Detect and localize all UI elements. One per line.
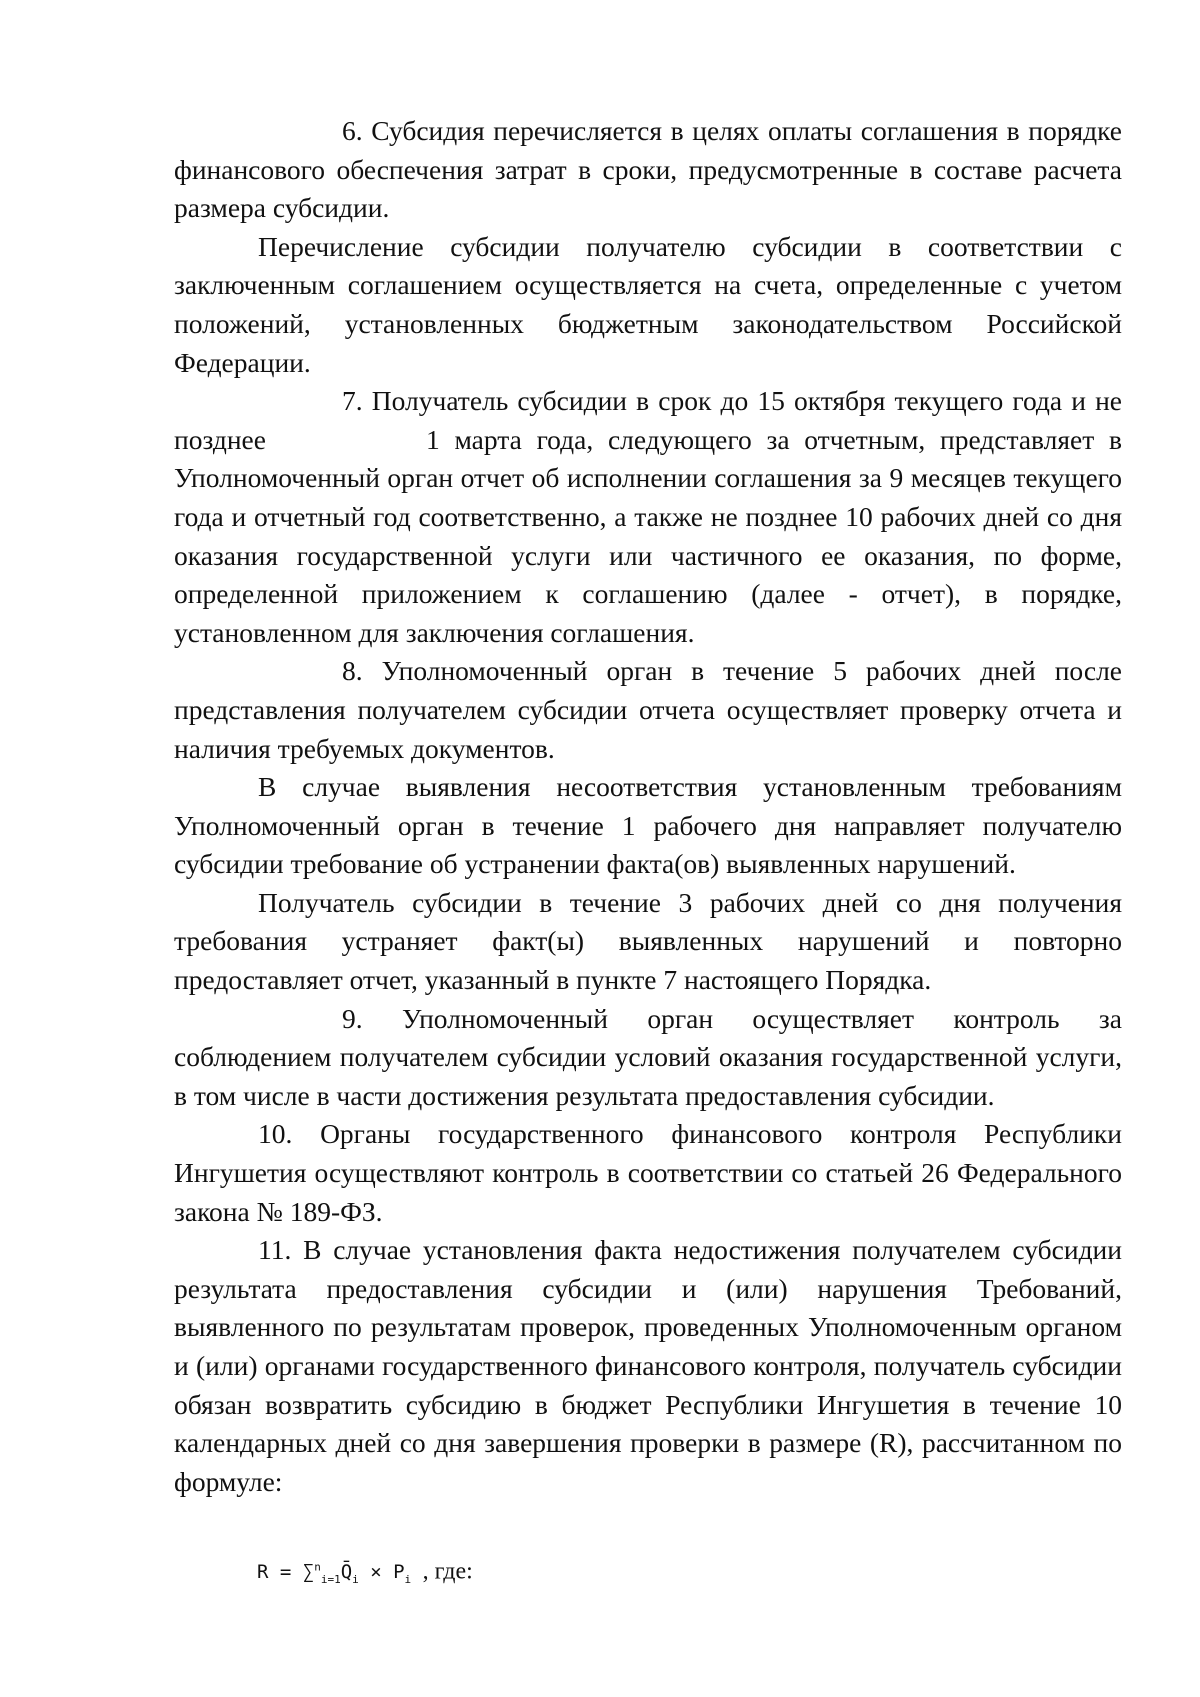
document-page: [174, 112, 1122, 1501]
formula-suffix: , где:: [422, 1558, 473, 1585]
paragraph-text: Перечисление субсидии получателю субсидии в соответствии с заключенным соглашением осуществляется на счета, определенные с учетом положений, установленных бюджетным законодательством Российской Федерации.: [174, 230, 1122, 378]
paragraph-text: Получатель субсидии в течение 3 рабочих дней со дня получения требования устраняет факт(ы) выявленных нарушений и повторно предоставляет отчет, указанный в пункте 7 настоящего Порядка.: [174, 886, 1122, 996]
paragraph-8: [174, 652, 1122, 768]
paragraph-number: 9.: [342, 1002, 363, 1034]
paragraph-text: В случае выявления несоответствия установленным требованиям Уполномоченный орган в течение 1 рабочего дня направляет получателю субсидии требование об устранении факта(ов) выявленных нарушений.: [174, 771, 1122, 880]
paragraph-text: Уполномоченный орган в течение 5 рабочих дней после представления получателем субсидии отчета осуществляет проверку отчета и наличия требуемых документов.: [174, 655, 1123, 764]
paragraph-text: Уполномоченный орган осуществляет контроль за соблюдением получателем субсидии условий оказания государственной услуги, в том числе в части достижения результата предоставления субсидии.: [174, 1002, 1122, 1111]
paragraph-8-continuation-1: [174, 768, 1122, 884]
formula-sum-lower: i=1: [320, 1573, 341, 1587]
formula-lhs: R = ∑: [257, 1561, 315, 1584]
paragraph-7: [174, 382, 1122, 652]
formula-index: i: [352, 1573, 359, 1587]
formula-sum-upper: n: [314, 1561, 321, 1574]
formula-times-p: × P: [358, 1561, 405, 1584]
paragraph-6-continuation: [174, 228, 1122, 382]
paragraph-text: 10. Органы государственного финансового контроля Республики Ингушетия осуществляют контроль в соответствии со статьей 26 Федерального закона № 189-ФЗ.: [174, 1118, 1122, 1227]
paragraph-number: 7.: [342, 385, 363, 417]
formula-term-q: Q̄: [340, 1561, 353, 1584]
paragraph-9: [174, 1000, 1122, 1116]
paragraph-text-part-a: Получатель субсидии в срок до 15 октября текущего года и не позднее: [174, 385, 1122, 455]
paragraph-number: 8.: [342, 655, 363, 687]
paragraph-text-part-b: 1 марта года, следующего за отчетным, представляет в Уполномоченный орган отчет об исполнении соглашения за 9 месяцев текущего года и отчетный год соответственно, а также не позднее 10 рабочих дней со дня оказания государственной услуги или частичного ее оказания, по форме, определенной приложением к соглашению (далее - отчет), в порядке, установленном для заключения соглашения.: [174, 423, 1122, 648]
paragraph-11: [174, 1231, 1122, 1501]
paragraph-10: [174, 1115, 1122, 1231]
paragraph-8-continuation-2: [174, 884, 1122, 1000]
formula: [257, 1552, 473, 1596]
paragraph-6: [174, 112, 1122, 228]
formula-expression: [257, 1561, 423, 1587]
paragraph-number: 6.: [342, 115, 363, 146]
paragraph-text: 11. В случае установления факта недостижения получателем субсидии результата предоставления субсидии и (или) нарушения Требований, выявленного по результатам проверок, проведенных Уполномоченным органом и (или) органами государственного финансового контроля, получатель субсидии обязан возвратить субсидию в бюджет Республики Ингушетия в течение 10 календарных дней со дня завершения проверки в размере (R), рассчитанном по формуле:: [174, 1234, 1122, 1497]
formula-index: i: [404, 1573, 412, 1587]
paragraph-text: Субсидия перечисляется в целях оплаты соглашения в порядке финансового обеспечения затрат в сроки, предусмотренные в составе расчета размера субсидии.: [174, 115, 1123, 224]
